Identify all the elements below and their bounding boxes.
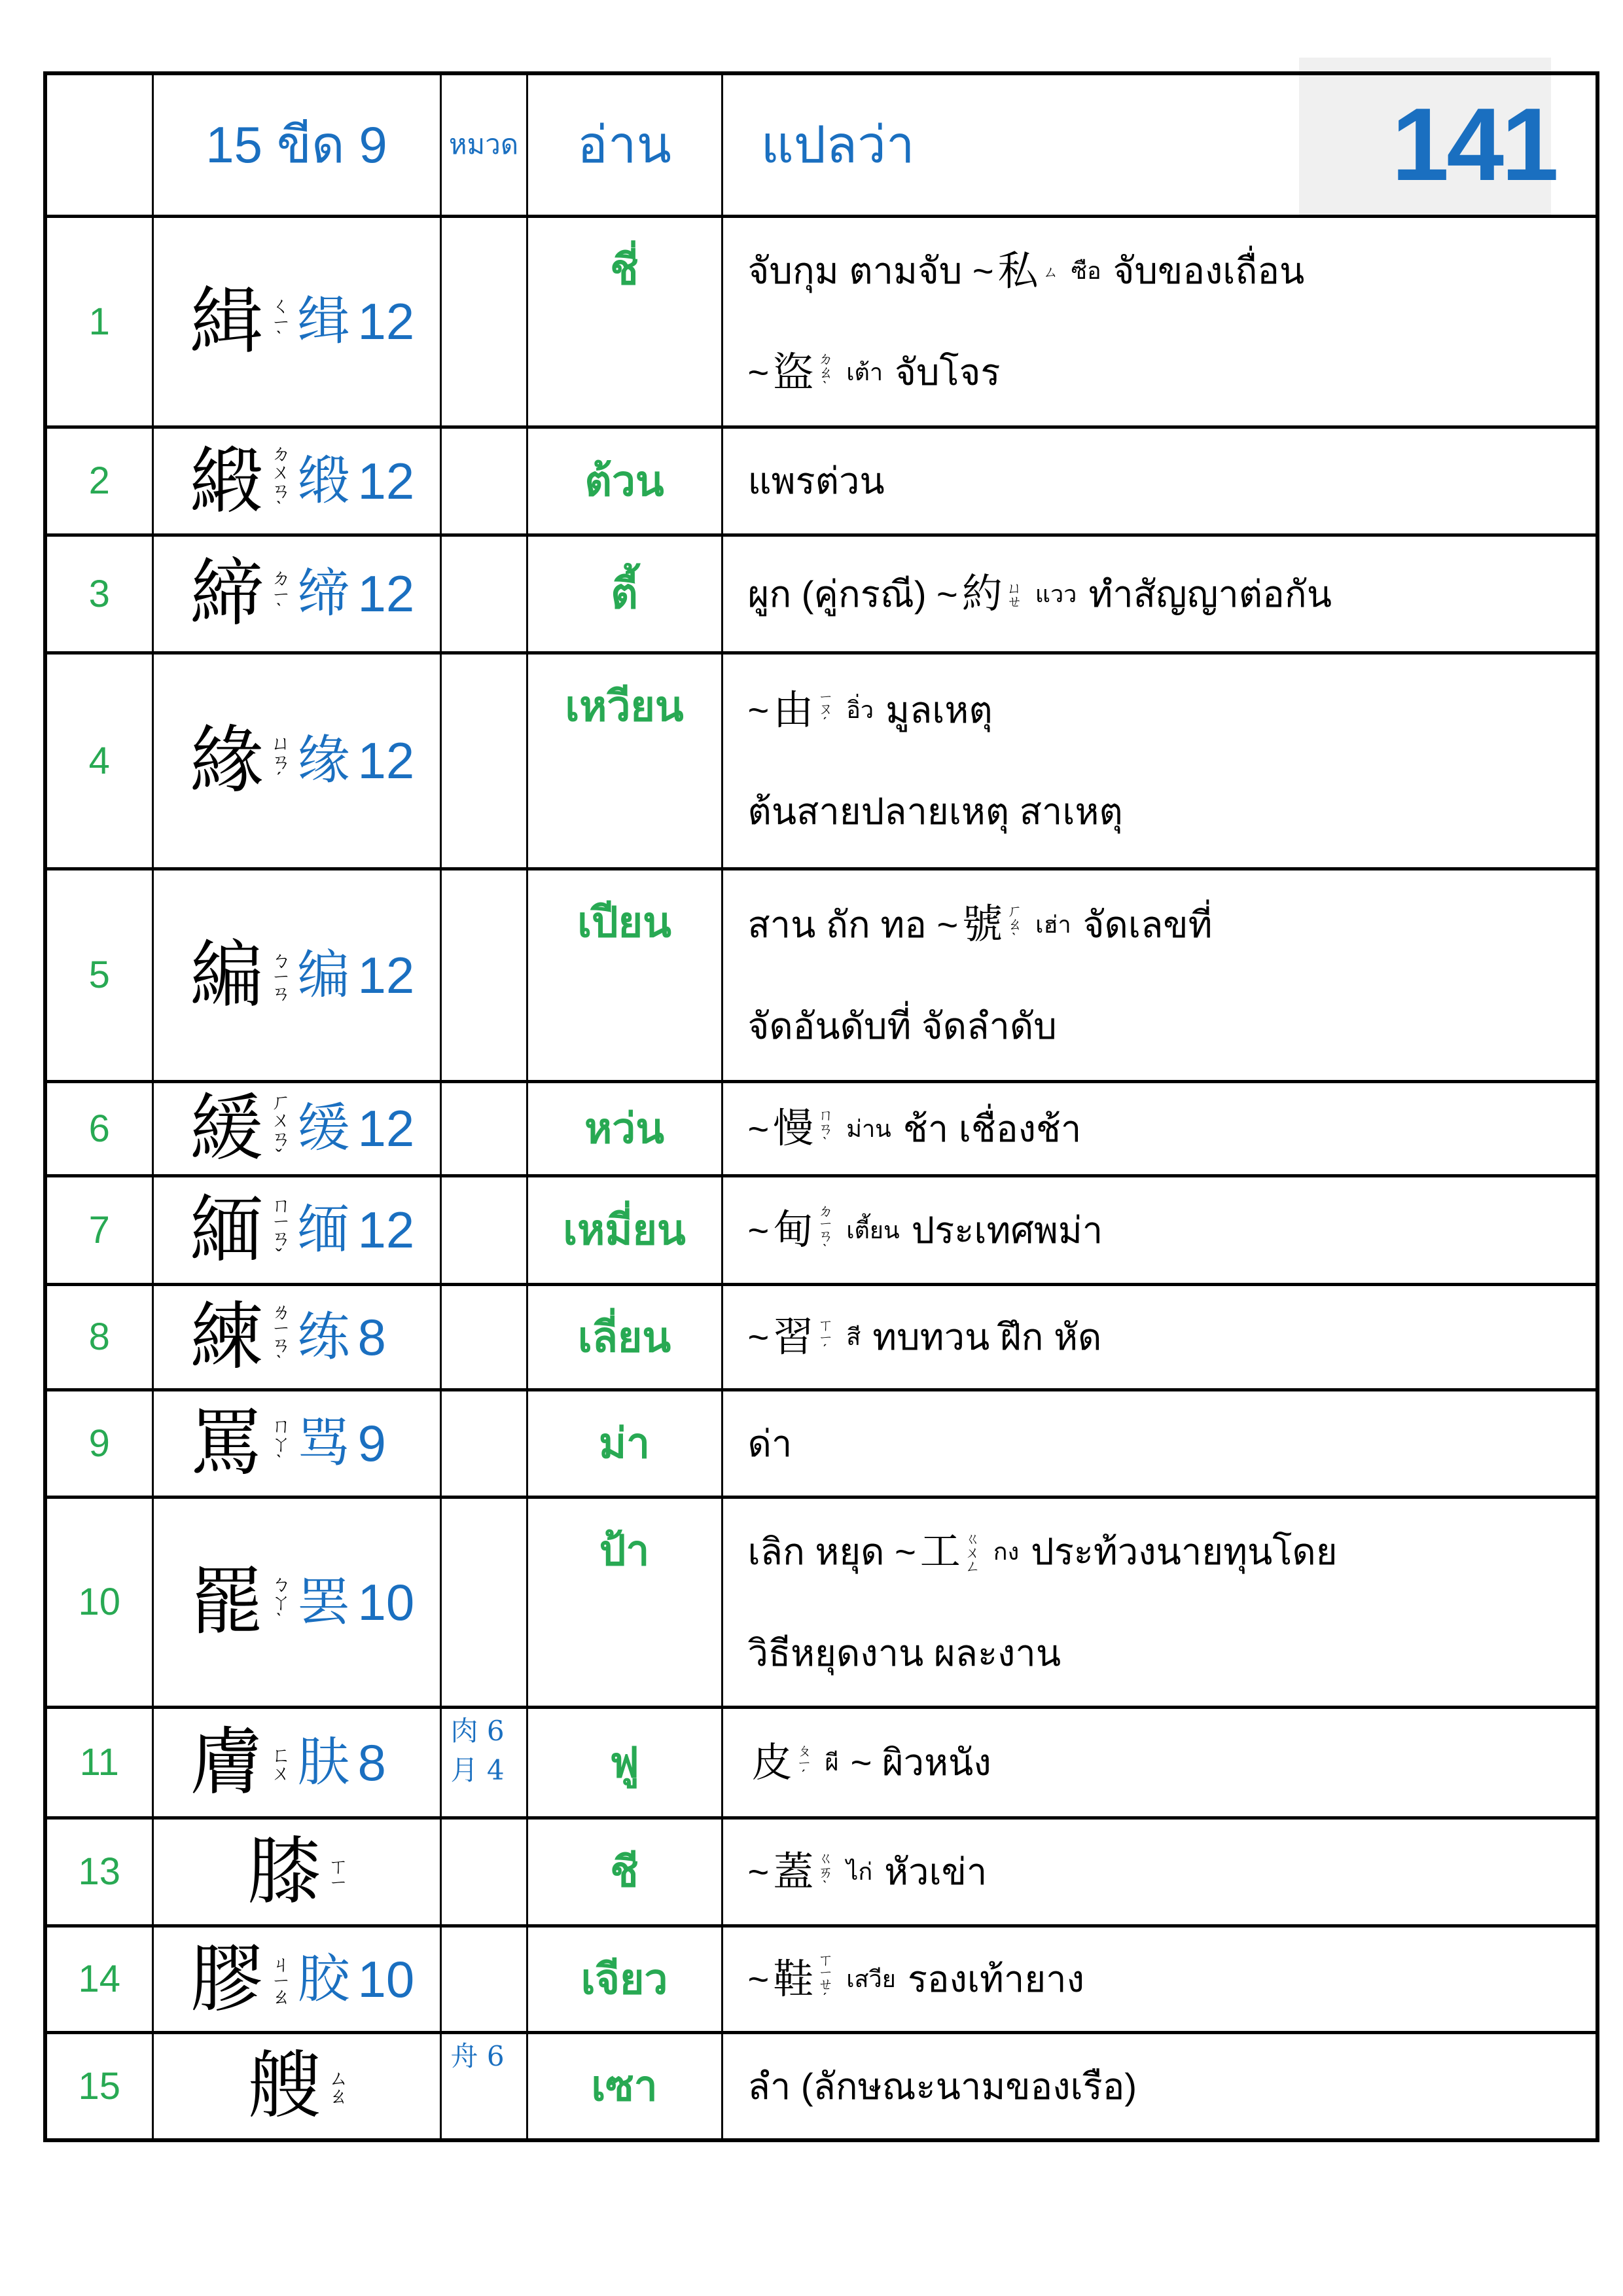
character-group xyxy=(154,1936,440,2022)
reading-cell xyxy=(527,869,722,1081)
header-empty-cell xyxy=(45,73,152,216)
traditional-character: 練 xyxy=(190,1294,264,1380)
thai-reading: ฟู xyxy=(609,1738,639,1786)
row-number-cell xyxy=(45,2032,152,2140)
character-group xyxy=(154,1294,440,1380)
thai-text: ช้า เชื่องช้า xyxy=(902,1107,1082,1149)
traditional-character: 艘 xyxy=(247,2043,321,2129)
radical-cell xyxy=(440,427,527,535)
meaning-cell xyxy=(722,216,1597,427)
chinese-character: 工 xyxy=(919,1527,961,1575)
stroke-count: 8 xyxy=(357,1733,386,1791)
thai-text: ต้นสายปลายเหตุ สาเหตุ xyxy=(747,791,1123,832)
radical-text: 月 4 xyxy=(450,1754,505,1786)
row-number: 7 xyxy=(88,1208,110,1251)
zhuyin-annotation: ㄈㄨ xyxy=(268,1744,290,1781)
reading-cell xyxy=(527,1390,722,1497)
table-row xyxy=(45,1926,1597,2032)
header-reading-label: อ่าน xyxy=(527,73,722,216)
row-number-cell xyxy=(45,1926,152,2032)
row-number: 10 xyxy=(78,1581,120,1623)
thai-reading: หว่น xyxy=(584,1105,664,1152)
simplified-character: 胶 xyxy=(297,1948,350,2009)
meaning-line xyxy=(748,1950,1596,2008)
thai-text: ประท้วงนายทุนโดย xyxy=(1031,1530,1338,1572)
simplified-character: 缓 xyxy=(297,1098,350,1158)
thai-text: ~ xyxy=(747,1958,770,2000)
meaning-line xyxy=(748,977,1596,1075)
stroke-count: 10 xyxy=(357,1573,415,1631)
reading-cell xyxy=(527,1175,722,1284)
character-cell xyxy=(152,535,440,653)
row-number-cell xyxy=(45,869,152,1081)
chinese-character: 慢 xyxy=(773,1104,814,1152)
radical-cell xyxy=(440,535,527,653)
radical-cell xyxy=(440,869,527,1081)
thai-reading: เซา xyxy=(591,2062,658,2110)
character-cell xyxy=(152,1926,440,2032)
thai-gloss: เสวีย xyxy=(846,1965,896,1992)
thai-reading: เหวียน xyxy=(565,682,684,730)
row-number-cell xyxy=(45,1284,152,1390)
zhuyin-annotation: ㄇㄚˋ xyxy=(268,1414,290,1472)
zhuyin-annotation: ㄏㄠˋ xyxy=(1005,903,1023,946)
meaning-line xyxy=(748,1604,1596,1702)
stroke-count: 8 xyxy=(357,1308,386,1366)
stroke-count: 12 xyxy=(357,452,415,510)
thai-reading: ชี่ xyxy=(610,245,639,293)
row-number: 9 xyxy=(88,1422,110,1465)
meaning-line xyxy=(748,661,1596,759)
chinese-character: 鞋 xyxy=(773,1954,814,2003)
thai-text: หัวเข่า xyxy=(884,1851,988,1892)
reading-cell xyxy=(527,2032,722,2140)
reading-cell xyxy=(527,1284,722,1390)
meaning-cell xyxy=(722,1390,1597,1497)
simplified-character: 缅 xyxy=(297,1199,350,1260)
zhuyin-annotation: ㄅㄚˋ xyxy=(268,1573,290,1630)
row-number-cell xyxy=(45,653,152,869)
radical-cell xyxy=(440,1707,527,1818)
row-number-cell xyxy=(45,1081,152,1175)
character-group xyxy=(154,1401,440,1486)
chinese-word xyxy=(997,246,1058,295)
header-radical-label: หมวด xyxy=(440,73,527,216)
reading-cell xyxy=(527,1081,722,1175)
meaning-line xyxy=(748,323,1596,422)
zhuyin-annotation: ㄙ xyxy=(1041,264,1058,278)
character-cell xyxy=(152,869,440,1081)
stroke-count: 10 xyxy=(357,1950,415,2008)
character-group xyxy=(154,718,440,803)
table-row xyxy=(45,1175,1597,1284)
chinese-character: 皮 xyxy=(751,1738,793,1786)
thai-text: จับของเถื่อน xyxy=(1113,250,1305,291)
row-number-cell xyxy=(45,1390,152,1497)
traditional-character: 罵 xyxy=(190,1401,264,1486)
radical-cell xyxy=(440,1926,527,2032)
meaning-line xyxy=(748,565,1596,623)
chinese-character: 約 xyxy=(961,569,1003,617)
meaning-line xyxy=(748,762,1596,861)
row-number: 4 xyxy=(88,739,110,782)
thai-gloss: ผี xyxy=(825,1749,839,1776)
simplified-character: 缔 xyxy=(297,563,350,624)
chinese-character: 甸 xyxy=(773,1206,814,1253)
meaning-cell xyxy=(722,1707,1597,1818)
table-row xyxy=(45,535,1597,653)
reading-cell xyxy=(527,653,722,869)
thai-text: แพรต่วน xyxy=(747,460,885,501)
meaning-line xyxy=(748,1100,1596,1158)
thai-text: ทำสัญญาต่อกัน xyxy=(1088,573,1332,615)
zhuyin-annotation: ㄍㄞˋ xyxy=(816,1850,834,1893)
meaning-line xyxy=(748,1502,1596,1600)
character-group xyxy=(154,1559,440,1645)
header-stroke-group: 15 ขีด 9 xyxy=(152,73,440,216)
chinese-character: 由 xyxy=(773,685,814,734)
zhuyin-annotation: ㄙㄠ xyxy=(325,2068,347,2105)
character-cell xyxy=(152,653,440,869)
thai-text: ~ xyxy=(747,351,770,393)
radical-text: 肉 6 xyxy=(450,1714,505,1747)
stroke-count: 12 xyxy=(357,565,415,622)
table-row xyxy=(45,653,1597,869)
chinese-word xyxy=(773,1203,832,1257)
reading-cell xyxy=(527,1707,722,1818)
traditional-character: 締 xyxy=(190,551,264,636)
thai-text: จับโจร xyxy=(895,351,1001,393)
meaning-line xyxy=(748,1414,1596,1473)
radical-line xyxy=(442,2034,526,2074)
chinese-word xyxy=(919,1527,980,1575)
radical-cell xyxy=(440,1175,527,1284)
traditional-character: 膚 xyxy=(190,1719,264,1805)
row-number: 13 xyxy=(78,1850,120,1893)
simplified-character: 编 xyxy=(297,944,350,1005)
traditional-character: 膝 xyxy=(247,1829,321,1914)
thai-text: ~ xyxy=(747,1851,770,1892)
thai-gloss: ม่าน xyxy=(846,1115,891,1142)
meaning-cell xyxy=(722,535,1597,653)
thai-text: เลิก หยุด ~ xyxy=(747,1530,916,1572)
chinese-character: 號 xyxy=(962,900,1003,948)
table-row xyxy=(45,1497,1597,1707)
character-group xyxy=(154,1719,440,1805)
stroke-count: 12 xyxy=(357,1201,415,1259)
header-row xyxy=(45,73,1597,216)
thai-text: ทบทวน ฝึก หัด xyxy=(872,1316,1102,1357)
meaning-cell xyxy=(722,653,1597,869)
thai-reading: ม่า xyxy=(598,1420,651,1467)
thai-gloss: กง xyxy=(993,1537,1020,1565)
thai-reading: เจียว xyxy=(580,1955,668,2003)
character-cell xyxy=(152,427,440,535)
radical-text: 舟 6 xyxy=(450,2039,505,2072)
traditional-character: 緩 xyxy=(190,1086,264,1171)
table-row xyxy=(45,1081,1597,1175)
meaning-line xyxy=(748,2057,1596,2115)
character-group xyxy=(154,551,440,636)
thai-text: จับกุม ตามจับ ~ xyxy=(747,250,994,291)
traditional-character: 編 xyxy=(190,932,264,1018)
meaning-cell xyxy=(722,1081,1597,1175)
character-cell xyxy=(152,1818,440,1926)
meaning-line xyxy=(748,1842,1596,1901)
radical-line xyxy=(442,1748,526,1788)
chinese-word xyxy=(773,348,834,396)
character-cell xyxy=(152,1081,440,1175)
meaning-line xyxy=(748,875,1596,973)
character-cell xyxy=(152,2032,440,2140)
radical-cell xyxy=(440,1497,527,1707)
zhuyin-annotation: ㄅㄧㄢ xyxy=(268,949,290,1001)
thai-reading: ตี้ xyxy=(611,570,638,617)
simplified-character: 罢 xyxy=(297,1571,350,1632)
row-number: 5 xyxy=(88,954,110,996)
radical-cell xyxy=(440,1081,527,1175)
table-row xyxy=(45,1707,1597,1818)
zhuyin-annotation: ㄉㄠˋ xyxy=(816,350,834,394)
meaning-cell xyxy=(722,1284,1597,1390)
radical-cell xyxy=(440,2032,527,2140)
thai-gloss: เตี้ยน xyxy=(846,1216,900,1244)
stroke-count: 9 xyxy=(357,1414,386,1472)
stroke-count: 12 xyxy=(357,732,415,789)
character-group xyxy=(154,932,440,1018)
meaning-cell xyxy=(722,1926,1597,2032)
thai-text: ~ xyxy=(747,1209,770,1251)
thai-text: ด่า xyxy=(747,1422,793,1464)
zhuyin-annotation: ㄧㄡˊ xyxy=(816,689,834,730)
radical-cell xyxy=(440,1390,527,1497)
radical-cell xyxy=(440,1818,527,1926)
table-row xyxy=(45,869,1597,1081)
table-row xyxy=(45,427,1597,535)
meaning-line xyxy=(748,1201,1596,1259)
thai-reading: ชี xyxy=(610,1848,639,1895)
zhuyin-annotation: ㄇㄧㄢˇ xyxy=(268,1194,290,1266)
row-number: 1 xyxy=(88,300,110,343)
meaning-line xyxy=(748,452,1596,510)
meaning-cell xyxy=(722,1497,1597,1707)
chinese-word xyxy=(773,1104,834,1152)
thai-text: ลำ (ลักษณะนามของเรือ) xyxy=(747,2065,1137,2107)
thai-text: จัดอันดับที่ จัดลำดับ xyxy=(747,1005,1057,1047)
header-meaning-cell xyxy=(722,73,1597,216)
chinese-word xyxy=(961,569,1022,617)
table-row xyxy=(45,1818,1597,1926)
table-row xyxy=(45,1390,1597,1497)
chinese-word xyxy=(962,900,1023,948)
zhuyin-annotation: ㄒㄧㄝˊ xyxy=(816,1952,834,2006)
character-group xyxy=(154,279,440,364)
simplified-character: 缎 xyxy=(297,450,350,511)
thai-text: สาน ถัก ทอ ~ xyxy=(747,903,959,945)
traditional-character: 緞 xyxy=(190,438,264,524)
dictionary-table xyxy=(43,71,1599,2142)
row-number-cell xyxy=(45,535,152,653)
meaning-cell xyxy=(722,869,1597,1081)
zhuyin-annotation: ㄆㄧˊ xyxy=(794,1742,812,1783)
stroke-count: 12 xyxy=(357,946,415,1004)
thai-gloss: เต้า xyxy=(846,359,883,386)
zhuyin-annotation: ㄌㄧㄢˋ xyxy=(268,1301,290,1372)
traditional-character: 緝 xyxy=(190,279,264,364)
table-row xyxy=(45,1284,1597,1390)
thai-text: รองเท้ายาง xyxy=(907,1958,1084,2000)
thai-gloss: อิ่ว xyxy=(846,696,874,723)
character-cell xyxy=(152,1175,440,1284)
page-number: 141 xyxy=(1391,87,1556,203)
thai-text: ~ ผิวหนัง xyxy=(850,1742,991,1783)
character-cell xyxy=(152,1284,440,1390)
row-number-cell xyxy=(45,1175,152,1284)
reading-cell xyxy=(527,535,722,653)
thai-gloss: สี xyxy=(846,1323,861,1350)
thai-text: ผูก (คู่กรณี) ~ xyxy=(747,573,958,615)
chinese-character: 盜 xyxy=(773,348,814,396)
zhuyin-annotation: ㄍㄨㄥ xyxy=(963,1530,980,1572)
thai-text: ~ xyxy=(747,1316,770,1357)
simplified-character: 缉 xyxy=(297,291,350,351)
reading-cell xyxy=(527,1818,722,1926)
traditional-character: 罷 xyxy=(190,1559,264,1645)
thai-gloss: ไก่ xyxy=(846,1858,873,1885)
row-number: 14 xyxy=(78,1958,120,2000)
zhuyin-annotation: ㄒㄧˊ xyxy=(816,1316,834,1357)
reading-cell xyxy=(527,1497,722,1707)
header-meaning-label: แปลว่า xyxy=(760,116,915,174)
meaning-line xyxy=(748,1733,1596,1791)
thai-text: ~ xyxy=(747,1107,770,1149)
zhuyin-annotation: ㄉㄧˋ xyxy=(268,567,290,620)
character-group xyxy=(154,1187,440,1272)
thai-gloss: แวว xyxy=(1035,580,1077,607)
thai-reading: เหมี่ยน xyxy=(563,1206,686,1253)
zhuyin-annotation: ㄇㄢˋ xyxy=(816,1107,834,1150)
chinese-word xyxy=(773,1312,834,1361)
meaning-cell xyxy=(722,1818,1597,1926)
meaning-cell xyxy=(722,2032,1597,2140)
character-group xyxy=(154,2043,440,2129)
character-cell xyxy=(152,1497,440,1707)
meaning-line xyxy=(748,1308,1596,1366)
row-number: 11 xyxy=(79,1741,119,1784)
radical-cell xyxy=(440,653,527,869)
character-cell xyxy=(152,216,440,427)
radical-line xyxy=(442,1709,526,1749)
thai-text: จัดเลขที่ xyxy=(1082,903,1213,945)
zhuyin-annotation: ㄒㄧ xyxy=(325,1855,347,1888)
character-group xyxy=(154,1829,440,1914)
chinese-character: 蓋 xyxy=(773,1847,814,1895)
dictionary-rows xyxy=(45,216,1597,2140)
thai-text: วิธีหยุดงาน ผละงาน xyxy=(747,1632,1061,1674)
table-row xyxy=(45,2032,1597,2140)
reading-cell xyxy=(527,1926,722,2032)
table-row xyxy=(45,216,1597,427)
simplified-character: 骂 xyxy=(297,1412,350,1473)
row-number: 8 xyxy=(88,1316,110,1358)
row-number-cell xyxy=(45,216,152,427)
thai-reading: เลี่ยน xyxy=(577,1313,671,1361)
row-number-cell xyxy=(45,1707,152,1818)
character-cell xyxy=(152,1707,440,1818)
thai-reading: ป้า xyxy=(599,1526,650,1574)
thai-reading: ต้วน xyxy=(584,457,664,505)
simplified-character: 肤 xyxy=(297,1731,350,1793)
zhuyin-annotation: ㄩㄢˊ xyxy=(268,732,290,789)
chinese-character: 習 xyxy=(773,1312,814,1361)
reading-cell xyxy=(527,216,722,427)
chinese-word xyxy=(773,685,834,734)
zhuyin-annotation: ㄉㄧㄢˋ xyxy=(816,1202,834,1257)
chinese-word xyxy=(751,1738,812,1786)
traditional-character: 膠 xyxy=(190,1936,264,2022)
row-number: 6 xyxy=(88,1107,110,1150)
thai-text: ประเทศพม่า xyxy=(911,1209,1103,1251)
row-number: 2 xyxy=(88,459,110,502)
thai-gloss: ซือ xyxy=(1071,257,1101,284)
meaning-line xyxy=(748,222,1596,320)
zhuyin-annotation: ㄑㄧˋ xyxy=(268,295,290,348)
simplified-character: 练 xyxy=(297,1306,350,1367)
meaning-cell xyxy=(722,1175,1597,1284)
reading-cell xyxy=(527,427,722,535)
simplified-character: 缘 xyxy=(297,730,350,791)
chinese-character: 私 xyxy=(997,246,1039,295)
row-number: 15 xyxy=(78,2064,120,2108)
zhuyin-annotation: ㄉㄨㄢˋ xyxy=(268,443,290,518)
stroke-count: 12 xyxy=(357,1100,415,1157)
traditional-character: 緬 xyxy=(190,1187,264,1272)
thai-gloss: เฮ่า xyxy=(1035,910,1071,938)
thai-text: มูลเหตุ xyxy=(885,689,993,730)
character-cell xyxy=(152,1390,440,1497)
radical-cell xyxy=(440,216,527,427)
character-group xyxy=(154,1086,440,1171)
thai-text: ~ xyxy=(747,689,770,730)
zhuyin-annotation: ㄏㄨㄢˇ xyxy=(268,1090,290,1166)
chinese-word xyxy=(773,1847,834,1895)
stroke-count: 12 xyxy=(357,293,415,350)
row-number-cell xyxy=(45,427,152,535)
row-number-cell xyxy=(45,1497,152,1707)
character-group xyxy=(154,438,440,524)
thai-reading: เปียน xyxy=(577,898,671,946)
chinese-word xyxy=(773,1952,832,2005)
row-number-cell xyxy=(45,1818,152,1926)
traditional-character: 緣 xyxy=(190,718,264,803)
radical-cell xyxy=(440,1284,527,1390)
zhuyin-annotation: ㄩㄝ xyxy=(1005,580,1022,607)
meaning-cell xyxy=(722,427,1597,535)
zhuyin-annotation: ㄐㄧㄠ xyxy=(268,1953,290,2005)
row-number: 3 xyxy=(88,572,110,615)
